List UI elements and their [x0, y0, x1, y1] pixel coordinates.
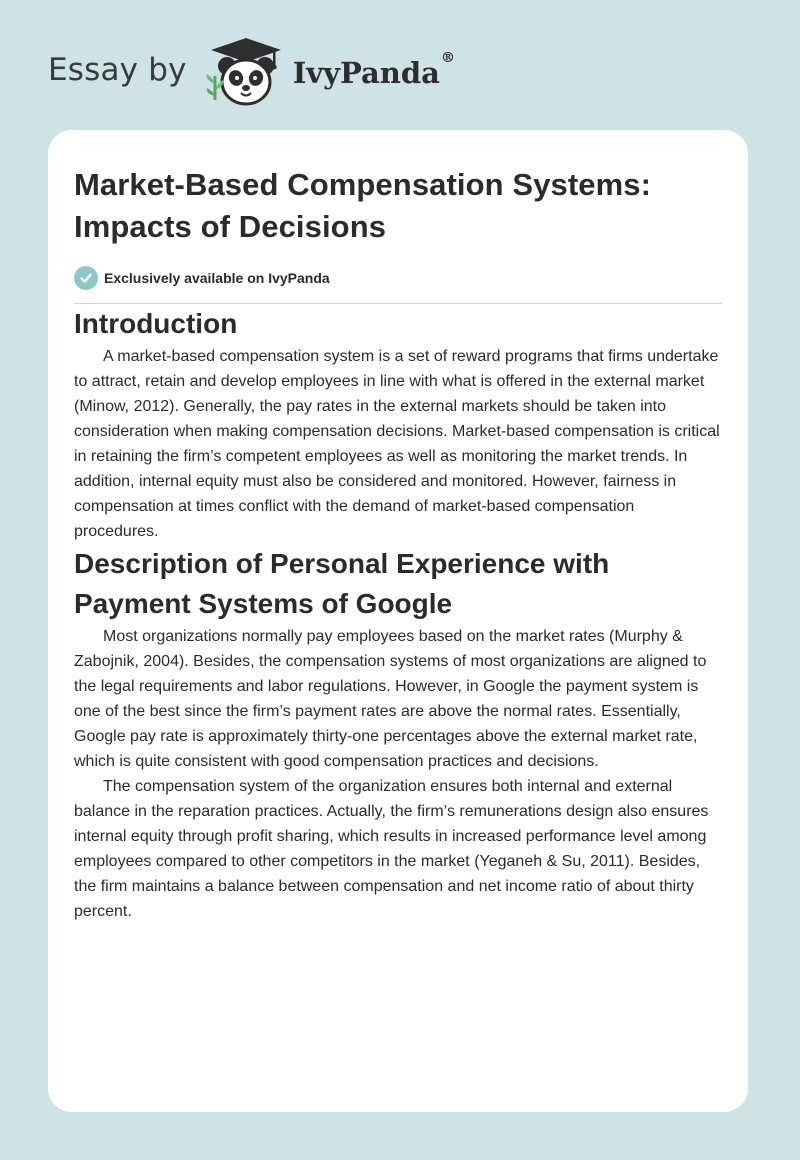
- brand-name[interactable]: IvyPanda®: [292, 50, 455, 90]
- section-heading-personal-experience: Description of Personal Experience with Payment Systems of Google: [74, 548, 610, 619]
- exclusive-badge: [74, 266, 722, 290]
- section-heading-introduction: Introduction: [74, 308, 238, 339]
- panda-logo-icon[interactable]: [201, 36, 291, 108]
- paragraph: A market-based compensation system is a set of reward programs that firms undertake to attract, retain and develop employees in line with what is offered in the external market (Minow, 2012). Generally, the pay rates in the external markets should be taken into consideration when making compensation decisions. Market-based compensation is critical in retaining the firm’s competent employees as well as monitoring the market trends. In addition, internal equity must also be considered and monitored. However, fairness in compensation at times conflict with the demand of market-based compensation procedures.: [74, 348, 720, 540]
- essay-card: [48, 130, 748, 1112]
- registered-mark: ®: [440, 50, 455, 66]
- brand-prefix: Essay by: [48, 52, 187, 88]
- check-icon: [74, 266, 98, 290]
- paragraph: Most organizations normally pay employees based on the market rates (Murphy & Zabojnik, 2004). Besides, the compensation systems of most organizations are aligned to the legal requirements and labor regulations. However, in Google the payment system is one of the best since the firm’s payment rates are above the normal rates. Essentially, Google pay rate is approximately thirty-one percentages above the external market rate, which is quite consistent with good compensation practices and decisions.: [74, 628, 707, 770]
- page-title: Market-Based Compensation Systems: Impacts of Decisions: [74, 167, 652, 244]
- exclusive-label: Exclusively available on IvyPanda: [104, 270, 330, 286]
- paragraph: The compensation system of the organization ensures both internal and external balance in the reparation practices. Actually, the firm’s remunerations design also ensures internal equity through profit sharing, which results in increased performance level among employees compared to other competitors in the market (Yeganeh & Su, 2011). Besides, the firm maintains a balance between compensation and net income ratio of about thirty percent.: [74, 778, 709, 920]
- site-header: [48, 36, 455, 108]
